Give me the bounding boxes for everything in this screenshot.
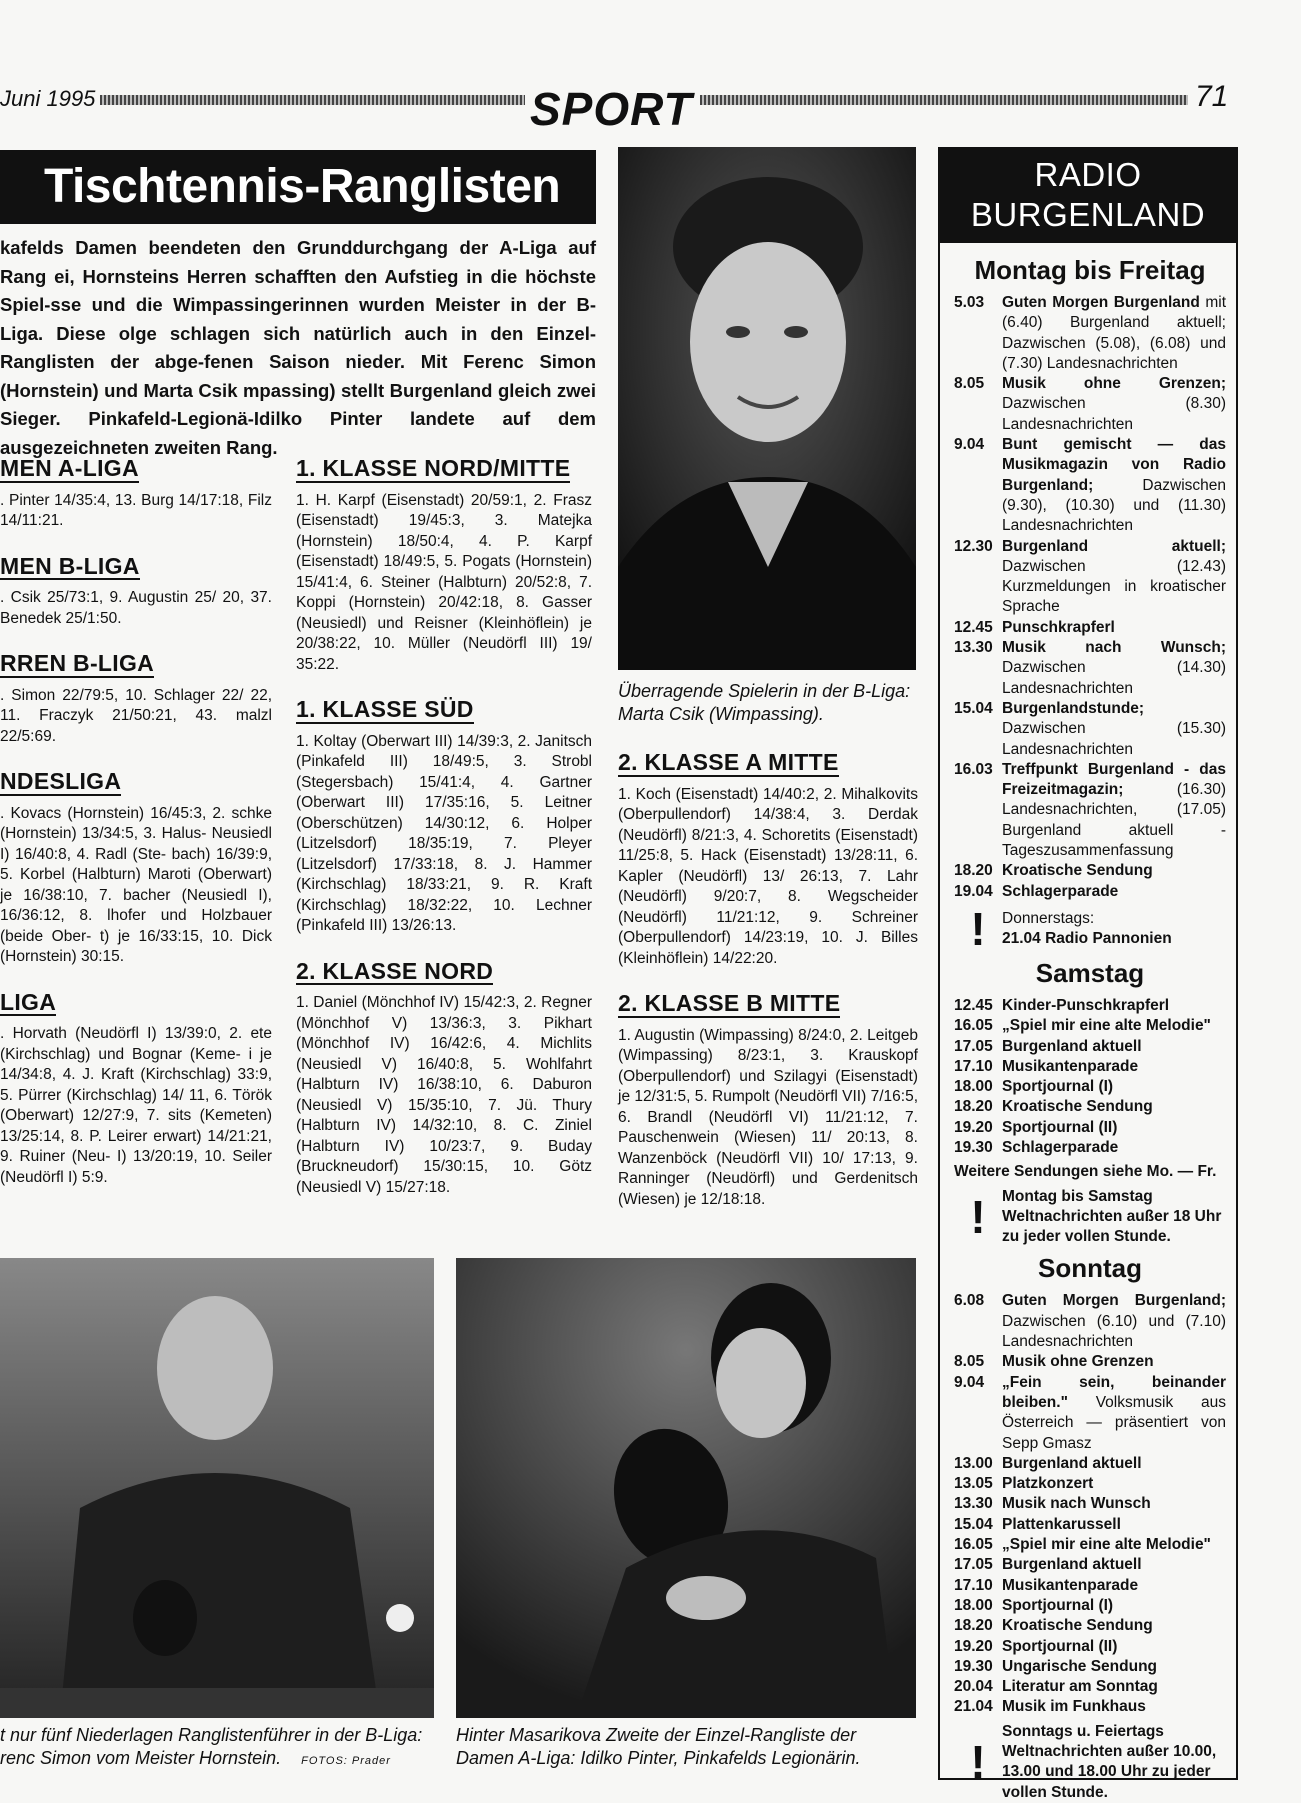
block-text: 1. Koch (Eisenstadt) 14/40:2, 2. Mihalkovits (Oberpullendorf) 14/38:4, 3. Derdak (Neudörfl) 8/21:3, 4. Schoretits (Eisenstadt) 11/25:8, 5. Hack (Eisenstadt) 13/28:11, 6. Kapler (Neudörfl) 13/ 26:13, 7. Lahr (Neudörfl) 9/20:7, 8. Wegscheider (Neudörfl) 11/21:12, 9. Schreiner (Oberpullendorf) 14/23:19, 10. J. Billes (Kleinhöflein) 14/22:20.	[618, 785, 918, 967]
program-description	[1002, 1515, 1226, 1535]
program-description	[1002, 1494, 1226, 1514]
program-description	[1002, 1016, 1226, 1036]
program-row	[954, 760, 1226, 861]
program-description	[1002, 699, 1226, 760]
program-row	[954, 1077, 1226, 1097]
program-description	[1002, 1697, 1226, 1717]
program-time: 16.03	[954, 760, 993, 778]
program-description	[1002, 1535, 1226, 1555]
program-time: 20.04	[954, 1678, 993, 1696]
program-title: Musik ohne Grenzen;	[1002, 375, 1226, 393]
program-details: Dazwischen (8.30) Landesnachrichten	[1002, 395, 1226, 433]
program-description	[1002, 760, 1226, 861]
program-row	[954, 1657, 1226, 1677]
photo-caption-right: Hinter Masarikova Zweite der Einzel-Rangliste der Damen A-Liga: Idilko Pinter, Pinkafelds Legionärin.	[456, 1725, 861, 1768]
program-row	[954, 1016, 1226, 1036]
program-time: 12.30	[954, 537, 993, 555]
program-title: Burgenland aktuell;	[1002, 537, 1226, 555]
thursday-program: 21.04 Radio Pannonien	[1002, 929, 1172, 947]
program-title: „Fein sein, beinander bleiben."	[1002, 1373, 1226, 1411]
radio-program-box	[938, 147, 1238, 1801]
player-image	[456, 1258, 916, 1718]
program-description	[1002, 1291, 1226, 1352]
program-title: Musikantenparade	[1002, 1057, 1139, 1075]
portrait-image	[618, 147, 916, 670]
program-time: 15.04	[954, 1515, 993, 1533]
thursday-note	[954, 902, 1226, 955]
sunday-title: Sonntag	[1038, 1253, 1142, 1284]
program-title: Kroatische Sendung	[1002, 1098, 1153, 1116]
block-title: 2. KLASSE B MITTE	[618, 990, 841, 1016]
program-title: Platzkonzert	[1002, 1475, 1094, 1493]
program-description	[1002, 1596, 1226, 1616]
program-title: Plattenkarussell	[1002, 1515, 1121, 1533]
program-time: 13.30	[954, 1495, 993, 1513]
program-row	[954, 1118, 1226, 1138]
program-time: 17.10	[954, 1057, 993, 1075]
program-description	[1002, 1118, 1226, 1138]
program-row	[954, 374, 1226, 435]
photo-idilko-pinter	[456, 1258, 916, 1718]
header-rule-left	[100, 95, 525, 105]
program-time: 5.03	[954, 294, 985, 311]
program-row	[954, 1037, 1226, 1057]
block-title: MEN B-LIGA	[0, 552, 140, 579]
ranking-block	[0, 650, 272, 747]
program-description	[1002, 1555, 1226, 1575]
program-title: Burgenland aktuell	[1002, 1454, 1142, 1472]
ranking-block	[296, 696, 592, 937]
program-description	[1002, 996, 1226, 1016]
program-title: Kroatische Sendung	[1002, 1617, 1153, 1635]
caption-text: t nur fünf Niederlagen Ranglistenführer in der B-Liga: renc Simon vom Meister Hornstein.	[0, 1725, 423, 1768]
weekdays-title: Montag bis Freitag	[974, 255, 1206, 285]
holiday-note	[954, 1722, 1226, 1803]
block-title: 1. KLASSE SÜD	[296, 696, 474, 722]
program-time: 18.20	[954, 1617, 993, 1635]
player-image	[0, 1258, 434, 1718]
program-description	[1002, 1637, 1226, 1657]
program-title: Burgenland aktuell	[1002, 1037, 1142, 1055]
program-row	[954, 1454, 1226, 1474]
program-row	[954, 1138, 1226, 1158]
program-time: 18.00	[954, 1596, 993, 1614]
radio-title-line2: BURGENLAND	[970, 196, 1206, 233]
program-title: Schlagerparade	[1002, 882, 1119, 900]
program-title: Guten Morgen Burgenland	[1002, 294, 1200, 311]
program-row	[954, 1697, 1226, 1717]
ranking-block	[0, 768, 272, 968]
program-title: Literatur am Sonntag	[1002, 1678, 1158, 1696]
program-description	[1002, 435, 1226, 536]
program-description	[1002, 638, 1226, 699]
program-title: Ungarische Sendung	[1002, 1657, 1158, 1675]
ranking-block	[0, 988, 272, 1189]
ranking-block	[0, 455, 272, 532]
program-time: 8.05	[954, 375, 985, 393]
issue-date: Juni 1995	[0, 86, 96, 111]
program-title: Musik nach Wunsch;	[1002, 639, 1226, 657]
program-time: 9.04	[954, 436, 985, 454]
program-time: 19.30	[954, 1138, 993, 1156]
program-description	[1002, 1097, 1226, 1117]
exclamation-icon: !	[970, 1736, 986, 1789]
sunday-list	[954, 1291, 1226, 1717]
program-time: 12.45	[954, 996, 993, 1014]
program-time: 18.20	[954, 862, 993, 880]
program-row	[954, 882, 1226, 902]
program-row	[954, 1474, 1226, 1494]
block-text: 1. H. Karpf (Eisenstadt) 20/59:1, 2. Frasz (Eisenstadt) 19/45:3, 3. Matejka (Hornstein) 18/50:4, 4. P. Karpf (Eisenstadt) 18/49:5, 5. Pogats (Hornstein) 15/41:4, 6. Steiner (Halbturn) 20/52:8, 7. Koppi (Hornstein) 20/42:18, 8. Gasser (Neusiedl) und Reisner (Kleinhöflein) je 20/38:22, 10. Müller (Neudörfl III) 19/ 35:22.	[296, 491, 592, 673]
ranking-block	[618, 990, 918, 1210]
program-title: Musik im Funkhaus	[1002, 1698, 1146, 1716]
program-details: Volksmusik aus Österreich — präsentiert von Sepp Gmasz	[1002, 1393, 1226, 1452]
program-row	[954, 435, 1226, 536]
block-text: 1. Augustin (Wimpassing) 8/24:0, 2. Leitgeb (Wimpassing) 8/23:1, 3. Krauskopf (Oberpullendorf) und Szilagyi (Eisenstadt) je 12/31:5, 5. Rumpolt (Neudörfl VII) 7/16:5, 6. Brandl (Neudörfl VI) 11/21:12, 7. Pauschenwein (Wiesen) 11/ 20:13, 8. Wanzenböck (Neudörfl VII) 10/ 17:13, 9. Ranninger (Neudörfl) und Gerdenitsch (Wiesen) je 12/18:18.	[618, 1026, 918, 1208]
program-time: 15.04	[954, 699, 993, 717]
program-time: 6.08	[954, 1292, 985, 1310]
program-description	[1002, 1037, 1226, 1057]
program-description	[1002, 1138, 1226, 1158]
program-time: 19.20	[954, 1118, 993, 1136]
block-text: . Pinter 14/35:4, 13. Burg 14/17:18, Filz 14/11:21.	[0, 491, 272, 529]
program-description	[1002, 1657, 1226, 1677]
program-row	[954, 1515, 1226, 1535]
program-title: Sportjournal (II)	[1002, 1637, 1118, 1655]
program-row	[954, 996, 1226, 1016]
program-description	[1002, 1474, 1226, 1494]
program-title: „Spiel mir eine alte Melodie"	[1002, 1536, 1211, 1554]
photo-credit: FOTOS: Prader	[301, 1755, 391, 1767]
program-title: Kinder-Punschkrapferl	[1002, 996, 1170, 1014]
ranking-block	[296, 957, 592, 1199]
block-text: . Kovacs (Hornstein) 16/45:3, 2. schke (Hornstein) 13/34:5, 3. Halus- Neusiedl I) 16/40:8, 4. Radl (Ste- bach) 16/39:9, 5. Korbel (Halbturn) Maroti (Oberwart) je 16/38:10, 7. bacher (Neusiedl I), 16/36:12, 8. lhofer und Holzbauer (beide Ober- t) je 16/33:15, 10. Dick (Hornstein) 30:15.	[0, 804, 272, 965]
program-time: 13.30	[954, 639, 993, 657]
program-row	[954, 1555, 1226, 1575]
program-time: 16.05	[954, 1536, 993, 1554]
column-2	[296, 455, 592, 1222]
program-details: Dazwischen (12.43) Kurzmeldungen in kroatischer Sprache	[1002, 557, 1226, 616]
block-text: . Horvath (Neudörfl I) 13/39:0, 2. ete (Kirchschlag) und Bognar (Keme- i je 14/34:8, 4. J. Kraft (Kirchschlag) 33:9, 5. Pürrer (Kirchschlag) 14/ 11, 6. Török (Oberwart) 12/27:9, 7. sits (Kemeten) 13/25:14, 8. P. Leirer erwart) 14/21:21, 9. Ruiner (Neu- I) 13/20:19, 10. Seiler (Neudörfl I) 5:9.	[0, 1025, 272, 1186]
news-note-text: Montag bis Samstag Weltnachrichten außer 18 Uhr zu jeder vollen Stunde.	[1002, 1187, 1222, 1246]
block-title: LIGA	[0, 988, 57, 1015]
program-details: Dazwischen (9.30), (10.30) und (11.30) Landesnachrichten	[1002, 476, 1226, 535]
program-description	[1002, 1677, 1226, 1697]
column-3	[618, 749, 918, 1234]
program-title: Kroatische Sendung	[1002, 862, 1153, 880]
program-description	[1002, 1616, 1226, 1636]
program-time: 19.20	[954, 1637, 993, 1655]
program-row	[954, 1677, 1226, 1697]
program-time: 8.05	[954, 1353, 985, 1371]
program-title: Bunt gemischt — das Musikmagazin von Radio Burgenland;	[1002, 436, 1226, 494]
program-time: 21.04	[954, 1698, 993, 1716]
radio-schedule	[940, 243, 1236, 1803]
program-description	[1002, 618, 1226, 638]
program-title: Sportjournal (I)	[1002, 1596, 1114, 1614]
program-row	[954, 1352, 1226, 1372]
header-rule-right	[700, 95, 1188, 105]
program-description	[1002, 1077, 1226, 1097]
program-title: Schlagerparade	[1002, 1138, 1119, 1156]
intro-text: kafelds Damen beendeten den Grunddurchgang der A-Liga auf Rang ei, Hornsteins Herren schafften den Aufstieg in die höchste Spiel-sse und die Wimpassingerinnen wurden Meister in der B-Liga. Diese olge schlagen sich natürlich auch in den Einzel-Ranglisten der abge-fenen Saison nieder. Mit Ferenc Simon (Hornstein) und Marta Csik mpassing) stellt Burgenland gleich zwei Sieger. Pinkafeld-Legionä-Idilko Pinter landete auf dem ausgezeichneten zweiten Rang.	[0, 237, 596, 458]
program-title: Sportjournal (I)	[1002, 1078, 1114, 1096]
weekdays-list	[954, 293, 1226, 902]
program-row	[954, 1494, 1226, 1514]
program-details: Dazwischen (14.30) Landesnachrichten	[1002, 659, 1226, 697]
program-description	[1002, 1454, 1226, 1474]
page-number: 71	[1195, 80, 1229, 113]
program-description	[1002, 1057, 1226, 1077]
program-title: Musik ohne Grenzen	[1002, 1353, 1154, 1371]
exclamation-icon: !	[970, 902, 986, 955]
ranking-block	[618, 749, 918, 969]
program-time: 13.05	[954, 1475, 993, 1493]
program-description	[1002, 861, 1226, 881]
program-title: Musik nach Wunsch	[1002, 1495, 1151, 1513]
program-row	[954, 618, 1226, 638]
program-row	[954, 537, 1226, 618]
exclamation-icon: !	[970, 1191, 986, 1244]
program-time: 18.00	[954, 1078, 993, 1096]
program-title: „Spiel mir eine alte Melodie"	[1002, 1017, 1211, 1035]
program-details: mit (6.40) Burgenland aktuell; Dazwischen (5.08), (6.08) und (7.30) Landesnachrichten	[1002, 294, 1226, 372]
program-title: Sportjournal (II)	[1002, 1118, 1118, 1136]
program-row	[954, 1535, 1226, 1555]
program-row	[954, 1637, 1226, 1657]
holiday-note-text: Sonntags u. Feiertags Weltnachrichten außer 10.00, 13.00 und 18.00 Uhr zu jeder vollen Stunde.	[1002, 1722, 1217, 1801]
radio-title-line1: RADIO	[1034, 156, 1142, 193]
program-title: Burgenland aktuell	[1002, 1556, 1142, 1574]
program-time: 9.04	[954, 1373, 985, 1391]
saturday-title: Samstag	[1035, 957, 1145, 988]
program-time: 16.05	[954, 1017, 993, 1035]
program-row	[954, 1373, 1226, 1454]
block-text: 1. Daniel (Mönchhof IV) 15/42:3, 2. Regner (Mönchhof V) 13/36:3, 3. Pikhart (Mönchhof IV) 16/42:6, 4. Michlits (Neusiedl V) 16/40:8, 5. Wohlfahrt (Halbturn IV) 16/38:10, 6. Daburon (Neusiedl V) 15/35:10, 7. Jü. Thury (Halbturn IV) 14/32:10, 8. C. Ziniel (Halbturn IV) 10/23:7, 9. Buday (Bruckneudorf) 15/30:15, 10. Götz (Neusiedl V) 15/27:18.	[296, 994, 592, 1196]
program-title: Burgenlandstunde;	[1002, 699, 1145, 717]
article-headline: Tischtennis-Ranglisten	[0, 150, 596, 224]
block-title: 1. KLASSE NORD/MITTE	[296, 455, 571, 481]
block-text: . Csik 25/73:1, 9. Augustin 25/ 20, 37. Benedek 25/1:50.	[0, 589, 272, 627]
block-text: 1. Koltay (Oberwart III) 14/39:3, 2. Janitsch (Pinkafeld III) 18/49:5, 3. Strobl (Stegersbach) 15/41:4, 4. Gartner (Oberwart III) 17/35:16, 5. Leitner (Oberschützen) 14/30:12, 6. Holper (Litzelsdorf) 18/35:19, 7. Pleyer (Litzelsdorf) 17/33:18, 8. J. Hammer (Kirchschlag) 18/33:21, 9. R. Kraft (Kirchschlag) 18/32:22, 10. Lechner (Pinkafeld III) 13/26:13.	[296, 732, 592, 934]
program-time: 13.00	[954, 1454, 993, 1472]
program-row	[954, 638, 1226, 699]
program-description	[1002, 882, 1226, 902]
block-title: NDESLIGA	[0, 768, 122, 794]
program-row	[954, 861, 1226, 881]
program-row	[954, 699, 1226, 760]
radio-title	[940, 149, 1236, 243]
program-description	[1002, 1352, 1226, 1372]
news-note	[954, 1187, 1226, 1248]
program-description	[1002, 1576, 1226, 1596]
program-time: 18.20	[954, 1098, 993, 1116]
block-text: . Simon 22/79:5, 10. Schlager 22/ 22, 11. Fraczyk 21/50:21, 43. malzl 22/5:69.	[0, 686, 272, 745]
program-title: Punschkrapferl	[1002, 618, 1115, 636]
program-details: Dazwischen (6.10) und (7.10) Landesnachrichten	[1002, 1312, 1226, 1351]
block-title: RREN B-LIGA	[0, 650, 155, 676]
photo-ferenc-simon	[0, 1258, 434, 1718]
program-row	[954, 1097, 1226, 1117]
program-row	[954, 1057, 1226, 1077]
program-description	[1002, 537, 1226, 618]
program-row	[954, 1291, 1226, 1352]
program-description	[1002, 293, 1226, 374]
column-1	[0, 455, 272, 1212]
photo-caption-top: Überragende Spielerin in der B-Liga: Marta Csik (Wimpassing).	[618, 681, 911, 724]
program-time: 19.30	[954, 1657, 993, 1675]
program-time: 19.04	[954, 882, 993, 900]
program-description	[1002, 374, 1226, 435]
program-time: 17.10	[954, 1576, 993, 1594]
program-description	[1002, 1373, 1226, 1454]
program-time: 17.05	[954, 1556, 993, 1574]
program-row	[954, 293, 1226, 374]
program-title: Guten Morgen Burgenland;	[1002, 1292, 1226, 1310]
program-row	[954, 1616, 1226, 1636]
photo-caption-left	[0, 1724, 440, 1773]
program-title: Musikantenparade	[1002, 1576, 1139, 1594]
ranking-block	[0, 552, 272, 630]
block-title: 2. KLASSE NORD	[296, 957, 494, 984]
photo-marta-csik	[618, 147, 916, 670]
program-row	[954, 1576, 1226, 1596]
ranking-block	[296, 455, 592, 675]
program-title: Treffpunkt Burgenland - das Freizeitmagazin;	[1002, 760, 1226, 799]
article-intro	[0, 234, 596, 462]
section-title: SPORT	[530, 83, 693, 135]
program-row	[954, 1596, 1226, 1616]
thursday-note-text	[1002, 909, 1226, 950]
program-details: Dazwischen (15.30) Landesnachrichten	[1002, 720, 1226, 758]
block-title: 2. KLASSE A MITTE	[618, 749, 839, 775]
saturday-list	[954, 996, 1226, 1158]
thursday-label: Donnerstags:	[1002, 909, 1095, 927]
block-title: MEN A-LIGA	[0, 455, 139, 481]
program-details: (16.30) Landesnachrichten, (17.05) Burgenland aktuell - Tageszusammenfassung	[1002, 781, 1226, 860]
saturday-more: Weitere Sendungen siehe Mo. — Fr.	[954, 1163, 1217, 1181]
program-time: 17.05	[954, 1037, 993, 1055]
program-time: 12.45	[954, 618, 993, 636]
